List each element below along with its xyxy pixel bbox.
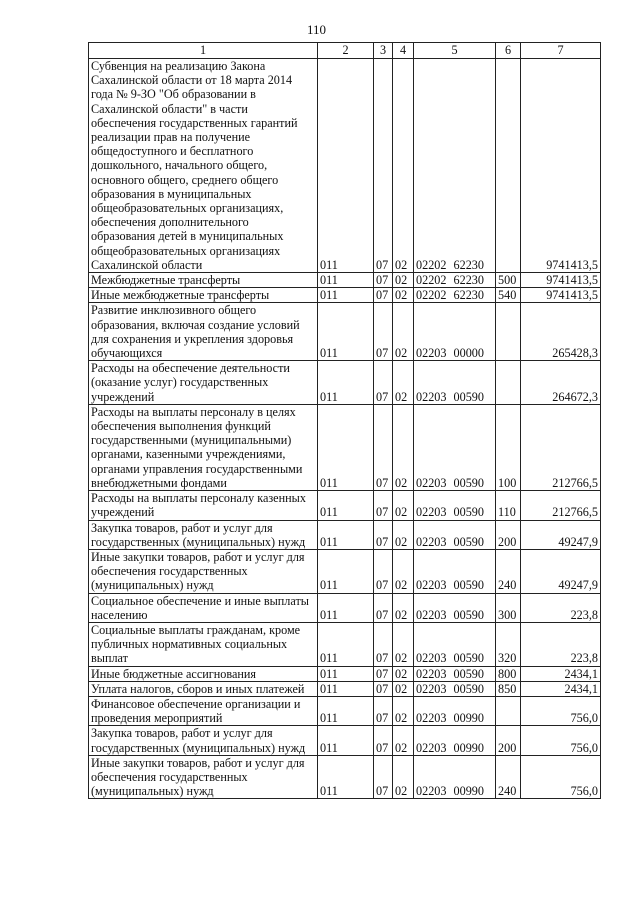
target-article-cell: 02203 00590 [414, 361, 496, 405]
expense-type-cell: 300 [496, 593, 521, 622]
table-row [89, 681, 601, 696]
amount-cell: 49247,9 [521, 549, 601, 593]
target-article-cell: 02202 62230 [414, 288, 496, 303]
amount-cell: 223,8 [521, 622, 601, 666]
section-cell: 07 [374, 549, 393, 593]
section-cell: 07 [374, 696, 393, 725]
expense-type-cell: 240 [496, 549, 521, 593]
row-name-cell: Иные бюджетные ассигнования [89, 666, 318, 681]
section-cell: 07 [374, 288, 393, 303]
subsection-cell: 02 [393, 404, 414, 490]
amount-cell: 223,8 [521, 593, 601, 622]
row-name-cell: Расходы на обеспечение деятельности (оказание услуг) государственных учреждений [89, 361, 318, 405]
row-name-cell: Иные закупки товаров, работ и услуг для обеспечения государственных (муниципальных) нужд [89, 549, 318, 593]
row-name-cell: Социальное обеспечение и иные выплаты населению [89, 593, 318, 622]
expense-type-cell [496, 303, 521, 361]
row-name-cell: Межбюджетные трансферты [89, 273, 318, 288]
expense-type-cell: 500 [496, 273, 521, 288]
section-cell: 07 [374, 303, 393, 361]
table-row [89, 361, 601, 405]
table-row [89, 288, 601, 303]
expense-type-cell: 240 [496, 755, 521, 799]
table-row [89, 520, 601, 549]
subsection-cell: 02 [393, 666, 414, 681]
section-cell: 07 [374, 681, 393, 696]
expense-type-cell: 200 [496, 726, 521, 755]
target-article-cell: 02203 00590 [414, 666, 496, 681]
row-name-cell: Закупка товаров, работ и услуг для государственных (муниципальных) нужд [89, 520, 318, 549]
subsection-cell: 02 [393, 681, 414, 696]
expense-type-cell [496, 59, 521, 273]
amount-cell: 756,0 [521, 696, 601, 725]
row-name-cell: Иные закупки товаров, работ и услуг для обеспечения государственных (муниципальных) нужд [89, 755, 318, 799]
target-article-cell: 02203 00990 [414, 726, 496, 755]
target-article-cell: 02203 00590 [414, 520, 496, 549]
table-row [89, 755, 601, 799]
row-name-cell: Иные межбюджетные трансферты [89, 288, 318, 303]
admin-code-cell: 011 [318, 303, 374, 361]
expense-type-cell: 800 [496, 666, 521, 681]
row-name-cell: Уплата налогов, сборов и иных платежей [89, 681, 318, 696]
subsection-cell: 02 [393, 303, 414, 361]
admin-code-cell: 011 [318, 681, 374, 696]
amount-cell: 49247,9 [521, 520, 601, 549]
target-article-cell: 02203 00590 [414, 622, 496, 666]
subsection-cell: 02 [393, 288, 414, 303]
target-article-cell: 02202 62230 [414, 273, 496, 288]
admin-code-cell: 011 [318, 520, 374, 549]
table-body [89, 43, 601, 799]
amount-cell: 756,0 [521, 726, 601, 755]
table-row [89, 273, 601, 288]
expense-type-cell: 100 [496, 404, 521, 490]
target-article-cell: 02203 00590 [414, 404, 496, 490]
header-cell: 3 [374, 43, 393, 59]
subsection-cell: 02 [393, 361, 414, 405]
admin-code-cell: 011 [318, 273, 374, 288]
table-row [89, 622, 601, 666]
section-cell: 07 [374, 59, 393, 273]
amount-cell: 2434,1 [521, 666, 601, 681]
amount-cell: 264672,3 [521, 361, 601, 405]
section-cell: 07 [374, 404, 393, 490]
target-article-cell: 02203 00590 [414, 681, 496, 696]
subsection-cell: 02 [393, 622, 414, 666]
page-number: 110 [306, 22, 327, 37]
row-name-cell: Финансовое обеспечение организации и проведения мероприятий [89, 696, 318, 725]
amount-cell: 212766,5 [521, 491, 601, 520]
row-name-cell: Субвенция на реализацию Закона Сахалинской области от 18 марта 2014 года № 9-ЗО "Об образовании в Сахалинской области" в части обеспечения государственных гарантий реализации прав на получение общедоступного и бесплатного дошкольного, начального общего, основного общего, среднего общего образования в муниципальных общеобразовательных организациях, обеспечения дополнительного образования детей в муниципальных общеобразовательных организациях Сахалинской области [89, 59, 318, 273]
subsection-cell: 02 [393, 520, 414, 549]
row-name-cell: Расходы на выплаты персоналу казенных учреждений [89, 491, 318, 520]
amount-cell: 2434,1 [521, 681, 601, 696]
section-cell: 07 [374, 726, 393, 755]
section-cell: 07 [374, 666, 393, 681]
table-header-row [89, 43, 601, 59]
table-row [89, 549, 601, 593]
admin-code-cell: 011 [318, 666, 374, 681]
section-cell: 07 [374, 593, 393, 622]
table-row [89, 726, 601, 755]
admin-code-cell: 011 [318, 549, 374, 593]
section-cell: 07 [374, 273, 393, 288]
target-article-cell: 02203 00990 [414, 696, 496, 725]
admin-code-cell: 011 [318, 361, 374, 405]
section-cell: 07 [374, 755, 393, 799]
target-article-cell: 02203 00590 [414, 593, 496, 622]
row-name-cell: Расходы на выплаты персоналу в целях обеспечения выполнения функций государственными (муниципальными) органами, казенными учреждениями, органами управления государственными внебюджетными фондами [89, 404, 318, 490]
amount-cell: 212766,5 [521, 404, 601, 490]
section-cell: 07 [374, 361, 393, 405]
row-name-cell: Закупка товаров, работ и услуг для государственных (муниципальных) нужд [89, 726, 318, 755]
admin-code-cell: 011 [318, 288, 374, 303]
expense-type-cell [496, 696, 521, 725]
target-article-cell: 02203 00590 [414, 491, 496, 520]
subsection-cell: 02 [393, 59, 414, 273]
expense-type-cell: 200 [496, 520, 521, 549]
admin-code-cell: 011 [318, 59, 374, 273]
section-cell: 07 [374, 520, 393, 549]
section-cell: 07 [374, 622, 393, 666]
amount-cell: 265428,3 [521, 303, 601, 361]
table-row [89, 491, 601, 520]
target-article-cell: 02203 00990 [414, 755, 496, 799]
table-row [89, 593, 601, 622]
expense-type-cell: 540 [496, 288, 521, 303]
header-cell: 1 [89, 43, 318, 59]
header-cell: 2 [318, 43, 374, 59]
target-article-cell: 02203 00590 [414, 549, 496, 593]
row-name-cell: Социальные выплаты гражданам, кроме публичных нормативных социальных выплат [89, 622, 318, 666]
amount-cell: 9741413,5 [521, 288, 601, 303]
subsection-cell: 02 [393, 549, 414, 593]
amount-cell: 9741413,5 [521, 273, 601, 288]
budget-table [88, 42, 601, 799]
admin-code-cell: 011 [318, 755, 374, 799]
expense-type-cell [496, 361, 521, 405]
subsection-cell: 02 [393, 491, 414, 520]
admin-code-cell: 011 [318, 404, 374, 490]
admin-code-cell: 011 [318, 696, 374, 725]
subsection-cell: 02 [393, 593, 414, 622]
header-cell: 4 [393, 43, 414, 59]
target-article-cell: 02203 00000 [414, 303, 496, 361]
expense-type-cell: 320 [496, 622, 521, 666]
subsection-cell: 02 [393, 755, 414, 799]
table-row [89, 59, 601, 273]
table-row [89, 666, 601, 681]
subsection-cell: 02 [393, 273, 414, 288]
expense-type-cell: 110 [496, 491, 521, 520]
expense-type-cell: 850 [496, 681, 521, 696]
target-article-cell: 02202 62230 [414, 59, 496, 273]
admin-code-cell: 011 [318, 622, 374, 666]
table-row [89, 303, 601, 361]
row-name-cell: Развитие инклюзивного общего образования, включая создание условий для сохранения и укрепления здоровья обучающихся [89, 303, 318, 361]
header-cell: 6 [496, 43, 521, 59]
table-row [89, 404, 601, 490]
table-row [89, 696, 601, 725]
amount-cell: 756,0 [521, 755, 601, 799]
admin-code-cell: 011 [318, 593, 374, 622]
header-cell: 5 [414, 43, 496, 59]
amount-cell: 9741413,5 [521, 59, 601, 273]
section-cell: 07 [374, 491, 393, 520]
header-cell: 7 [521, 43, 601, 59]
subsection-cell: 02 [393, 696, 414, 725]
admin-code-cell: 011 [318, 726, 374, 755]
subsection-cell: 02 [393, 726, 414, 755]
admin-code-cell: 011 [318, 491, 374, 520]
